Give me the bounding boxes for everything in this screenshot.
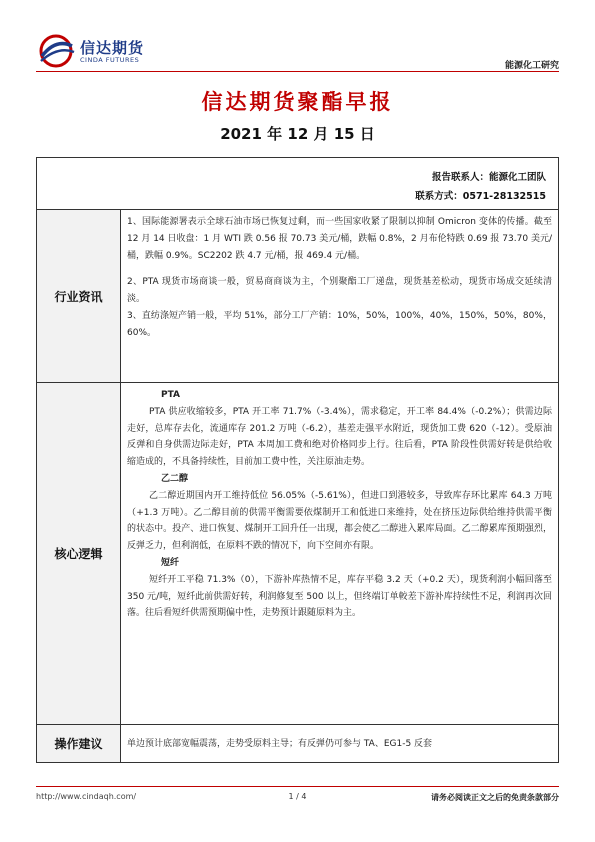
logo-text-en: CINDA FUTURES xyxy=(80,56,140,64)
news-item-1: 1、国际能源署表示全球石油市场已恢复过剩，而一些国家收紧了限制以抑制 Omicron 变体的传播。截至 12 月 14 日收盘：1 月 WTI 跌 0.56 报 70.73 美元/桶，跌幅 0.8%，2 月布伦特跌 0.69 报 73.70 美元/桶，跌幅 0.9%。SC2202 跌 4.7 元/桶，报 469.4 元/桶。 xyxy=(127,217,552,261)
contact-block xyxy=(37,158,558,210)
ops-advice: 单边预计底部宽幅震荡，走势受原料主导；有反弹仍可参与 TA、EG1-5 反套 xyxy=(127,739,433,749)
website-link[interactable]: http://www.cindaqh.com/ xyxy=(36,792,137,801)
news-item-2: 2、PTA 现货市场商谈一般，贸易商商谈为主，个别聚酯工厂递盘，现货基差松动，现货市场成交延续清淡。 xyxy=(127,277,552,305)
section-label: 核心逻辑 xyxy=(37,383,121,724)
psf-heading: 短纤 xyxy=(161,557,180,568)
report-title: 信达期货聚酯早报 xyxy=(201,90,394,114)
psf-analysis: 短纤开工平稳 71.3%（0），下游补库热情不足，库存平稳 3.2 天（+0.2 天），现货利润小幅回落至 350 元/吨，短纤此前供需好转，利润修复至 500 以上，但终端订单較差下游补库持续性不足，利润再次回落。往后看短纤供需预期偏中性，走势预计跟随原料为主。 xyxy=(127,574,552,619)
news-item-3: 3、直纺涤短产销一般，平均 51%，部分工厂产销：10%，50%，100%，40%，150%，50%，80%，60%。 xyxy=(127,310,552,338)
cinda-logo-icon xyxy=(36,34,76,68)
section-content xyxy=(121,383,558,724)
section-core-logic xyxy=(37,383,558,725)
contact-person: 报告联系人：能源化工团队 xyxy=(431,172,546,183)
meg-heading: 乙二醇 xyxy=(161,473,189,484)
section-content xyxy=(121,725,558,762)
department-label: 能源化工研究 xyxy=(504,61,559,71)
pta-heading: PTA xyxy=(161,390,181,400)
report-table xyxy=(36,157,559,763)
section-label: 行业资讯 xyxy=(37,210,121,382)
contact-phone: 联系方式：0571-28132515 xyxy=(415,191,546,202)
report-date: 2021 年 12 月 15 日 xyxy=(220,125,375,143)
section-content xyxy=(121,210,558,382)
section-operation-advice xyxy=(37,725,558,762)
meg-analysis: 乙二醇近期国内开工维持低位 56.05%（-5.61%），但进口到港较多，导致库存环比累库 64.3 万吨（+1.3 万吨）。乙二醇目前的供需平衡需要依煤制开工和低进口来维持，处在挤压边际供给维持供需平衡的状态中。投产、进口恢复、煤制开工回升任一出现，都会使乙二醇进入累库局面。乙二醇累库预期强烈，反弹乏力，但利润低，在原料不跌的情况下，向下空间亦有限。 xyxy=(127,490,552,552)
logo-text-cn: 信达期货 xyxy=(80,39,145,57)
cinda-logo[interactable] xyxy=(36,34,166,70)
page-footer xyxy=(36,786,559,808)
section-industry-news xyxy=(37,210,558,383)
pta-analysis: PTA 供应收缩较多，PTA 开工率 71.7%（-3.4%），需求稳定，开工率 84.4%（-0.2%）；供需边际走好，总库存去化，流通库存 201.2 万吨（-6.2），基差走强平水附近，现货加工费 620（-12）。受原油反弹和自身供需边际走好，PTA 本周加工费和绝对价格同步上行。往后看，PTA 阶段性供需好转是供给收缩造成的，不具备持续性，目前加工费中性，关注原油走势。 xyxy=(127,406,552,468)
page-header xyxy=(36,34,559,72)
section-label: 操作建议 xyxy=(37,725,121,762)
page-number: 1 / 4 xyxy=(288,792,307,801)
disclaimer-note: 请务必阅读正文之后的免责条款部分 xyxy=(431,793,559,802)
